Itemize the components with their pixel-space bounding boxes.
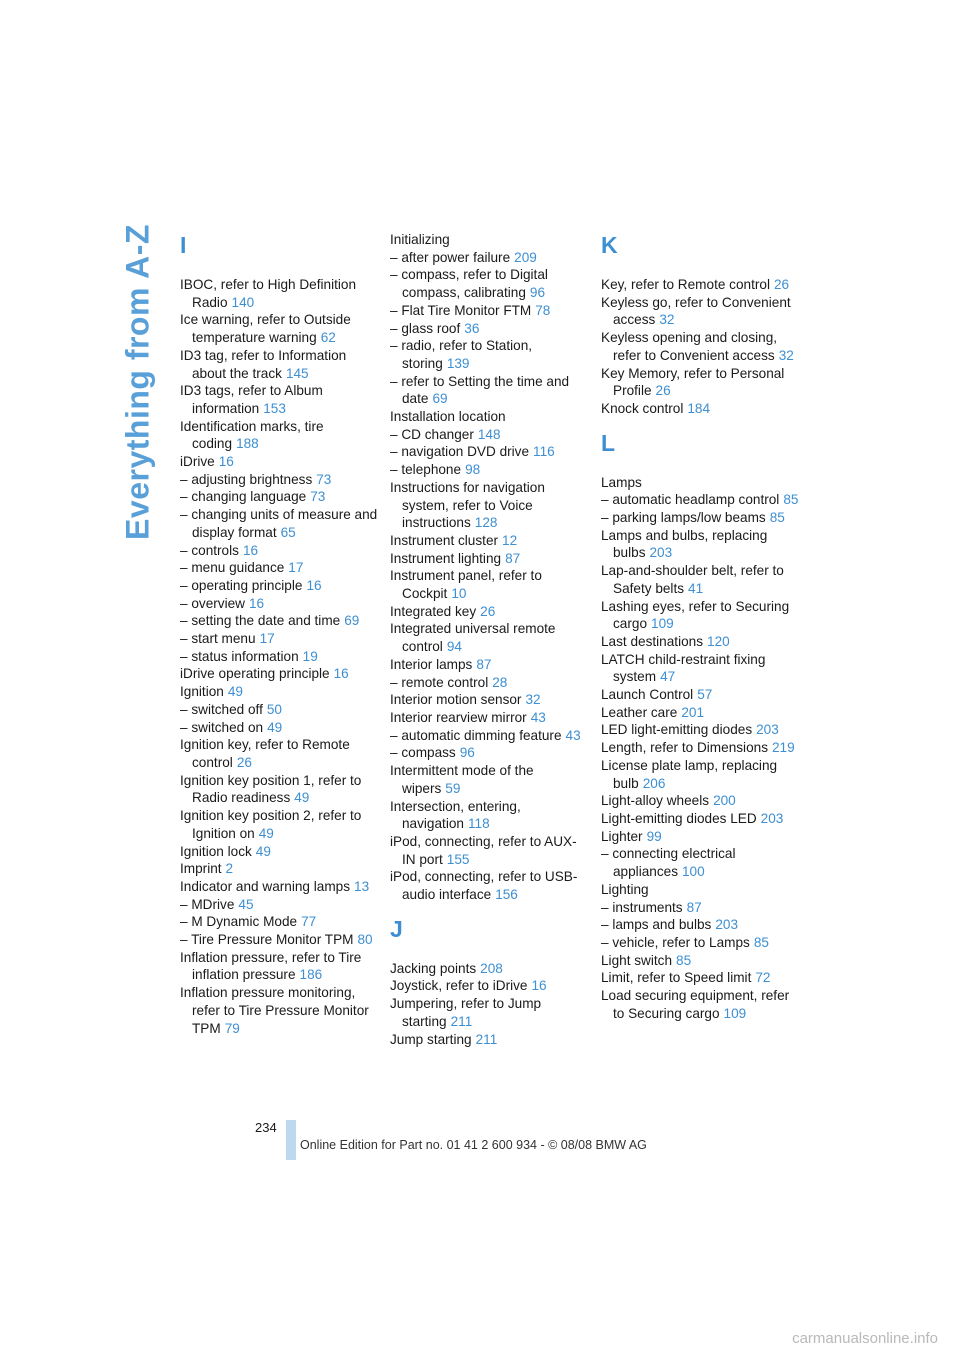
index-entry — [601, 845, 801, 880]
index-entry-text: – MDrive — [180, 896, 235, 912]
index-page-link[interactable]: 139 — [446, 355, 470, 371]
index-entry-text: iDrive operating principle — [180, 666, 330, 682]
index-entry-text: Joystick, refer to iDrive — [390, 978, 528, 994]
index-entry — [390, 977, 590, 995]
index-page-link[interactable]: 203 — [715, 917, 739, 933]
index-page-link[interactable]: 13 — [354, 878, 370, 894]
section-side-title — [117, 224, 159, 540]
index-entry-text: – after power failure — [390, 249, 511, 265]
index-entry — [180, 453, 380, 471]
index-entry — [180, 719, 380, 737]
index-page-link[interactable]: 49 — [294, 790, 310, 806]
index-page-link[interactable]: 153 — [263, 400, 286, 416]
index-entry — [601, 294, 801, 329]
index-page-link[interactable]: 26 — [774, 277, 790, 292]
index-entry-text: – switched off — [180, 701, 263, 717]
index-entry — [390, 744, 590, 762]
index-entry — [390, 373, 590, 408]
index-entry — [390, 656, 590, 674]
index-entry-text: – overview — [180, 595, 245, 611]
index-page-link[interactable]: 85 — [753, 934, 769, 950]
index-page-link[interactable]: 12 — [502, 532, 518, 548]
index-page-link[interactable]: 206 — [642, 775, 666, 791]
index-entry — [601, 509, 801, 527]
index-entry — [180, 488, 380, 506]
index-entry — [180, 276, 380, 311]
index-entry — [180, 860, 380, 878]
index-page-link[interactable]: 156 — [495, 887, 518, 903]
index-entry-text: Ignition key position 1, refer to Radio readiness — [180, 772, 362, 806]
index-entry — [390, 302, 590, 320]
index-entry — [390, 479, 590, 532]
index-page-link[interactable]: 85 — [676, 952, 692, 968]
index-entry — [601, 934, 801, 952]
index-entry — [601, 276, 801, 294]
index-entry-text: – Tire Pressure Monitor TPM — [180, 932, 354, 948]
index-entry-text: Lamps — [601, 474, 642, 490]
index-entry-text: Instrument panel, refer to Cockpit — [390, 568, 542, 602]
index-entry — [180, 542, 380, 560]
index-page-link[interactable]: 145 — [285, 365, 309, 381]
index-entry — [180, 506, 380, 541]
index-entry — [390, 443, 590, 461]
index-entry-text: – M Dynamic Mode — [180, 914, 298, 930]
index-page-link[interactable]: 47 — [660, 669, 676, 685]
index-entry-text: – automatic dimming feature — [390, 727, 562, 743]
index-page-link[interactable]: 16 — [333, 666, 349, 682]
index-entry — [601, 491, 801, 509]
index-entry — [180, 418, 380, 453]
index-page-link[interactable]: 85 — [783, 492, 799, 508]
index-page-link[interactable]: 26 — [480, 603, 496, 619]
index-entry — [601, 686, 801, 704]
index-page-link[interactable]: 201 — [681, 704, 705, 720]
index-entry-text: Key Memory, refer to Personal Profile — [601, 365, 785, 399]
index-entry-text: Length, refer to Dimensions — [601, 740, 768, 756]
index-entry-text: IBOC, refer to High Definition Radio — [180, 277, 357, 310]
index-page-link[interactable]: 43 — [530, 709, 546, 725]
index-entry — [390, 567, 590, 602]
index-page-link[interactable]: 120 — [707, 633, 730, 649]
index-page-link[interactable]: 100 — [682, 864, 705, 880]
index-entry — [601, 329, 801, 364]
index-page-link[interactable]: 98 — [465, 462, 481, 478]
watermark: carmanualsonline.info — [792, 1330, 938, 1347]
index-page-link[interactable]: 219 — [772, 740, 795, 756]
index-page-link[interactable]: 73 — [310, 489, 326, 505]
index-page-link[interactable]: 109 — [723, 1005, 747, 1021]
index-entry — [601, 969, 801, 987]
index-entry — [601, 916, 801, 934]
index-entry-text: Instrument cluster — [390, 532, 499, 548]
index-entry-text: – changing language — [180, 489, 307, 505]
index-page-link[interactable]: 211 — [450, 1013, 473, 1029]
index-entry-text: Integrated universal remote control — [390, 621, 556, 655]
index-entry-text: iPod, connecting, refer to AUX-IN port — [390, 833, 577, 867]
index-page-link[interactable]: 50 — [266, 701, 282, 717]
index-entry-text: LED light-emitting diodes — [601, 722, 753, 738]
index-entry-text: iDrive — [180, 454, 215, 470]
index-entry-text: Keyless go, refer to Convenient access — [601, 294, 791, 328]
index-entry — [601, 704, 801, 722]
index-entry-text: Jacking points — [390, 960, 477, 976]
index-entry-text: Lashing eyes, refer to Securing cargo — [601, 598, 790, 632]
index-entry-text: – automatic headlamp control — [601, 492, 780, 508]
footer-accent-bar — [286, 1120, 296, 1160]
index-entry — [601, 721, 801, 739]
index-page-link[interactable]: 26 — [236, 754, 252, 770]
index-entry-text: Keyless opening and closing, refer to Convenient access — [601, 330, 778, 363]
index-entry-text: – vehicle, refer to Lamps — [601, 934, 750, 950]
index-entry-text: Identification marks, tire coding — [180, 418, 324, 452]
index-page-link[interactable]: 65 — [280, 524, 296, 540]
index-entry — [601, 562, 801, 597]
index-entry — [390, 620, 590, 655]
index-entry — [601, 792, 801, 810]
index-page-link[interactable]: 32 — [778, 347, 794, 363]
index-entry — [180, 612, 380, 630]
index-entry-text: Leather care — [601, 704, 678, 720]
index-page-link[interactable]: 186 — [299, 967, 323, 983]
index-entry — [180, 683, 380, 701]
index-entry — [390, 461, 590, 479]
index-entry-text: – navigation DVD drive — [390, 444, 530, 460]
index-page-link[interactable]: 62 — [320, 330, 336, 346]
index-page-link[interactable]: 200 — [713, 793, 736, 809]
index-page-link[interactable]: 155 — [446, 851, 470, 867]
index-entry — [390, 868, 590, 903]
index-entry-text: Light switch — [601, 952, 673, 968]
index-page-link[interactable]: 73 — [316, 471, 332, 487]
index-entry — [601, 400, 801, 418]
index-letter-heading: I — [180, 232, 187, 258]
index-entry-text: License plate lamp, replacing bulb — [601, 757, 778, 791]
index-page-link[interactable]: 148 — [477, 426, 501, 442]
index-page-link[interactable]: 87 — [686, 899, 702, 915]
page-number: 234 — [255, 1120, 277, 1135]
index-entry-text: Lamps and bulbs, replacing bulbs — [601, 527, 768, 561]
index-entry-text: – controls — [180, 542, 239, 558]
index-page-link[interactable]: 96 — [459, 745, 475, 761]
index-entry-text: Ignition lock — [180, 843, 252, 859]
index-page-link[interactable]: 16 — [248, 595, 265, 611]
index-entry — [180, 949, 380, 984]
index-entry — [601, 527, 801, 562]
index-page-link[interactable]: 49 — [227, 684, 243, 700]
index-entry — [390, 408, 590, 426]
index-entry-text: – start menu — [180, 631, 256, 647]
index-entry-text: – operating principle — [180, 577, 303, 593]
index-entry-text: Limit, refer to Speed limit — [601, 970, 752, 986]
index-page-link[interactable]: 203 — [756, 722, 779, 738]
index-entry-text: – telephone — [390, 462, 462, 478]
index-entry-text: iPod, connecting, refer to USB-audio interface — [390, 869, 578, 903]
index-entry — [180, 665, 380, 683]
index-entry — [390, 426, 590, 444]
index-page-link[interactable]: 16 — [218, 454, 234, 470]
index-page-link[interactable]: 80 — [357, 932, 373, 948]
index-page-link[interactable]: 28 — [492, 674, 508, 690]
index-page-link[interactable]: 203 — [649, 545, 673, 561]
index-page-link[interactable]: 188 — [236, 436, 259, 452]
index-page-link[interactable]: 118 — [467, 816, 490, 832]
index-entry-text: – changing units of measure and display format — [180, 507, 378, 540]
index-entry — [390, 266, 590, 301]
index-entry-text: ID3 tags, refer to Album information — [180, 383, 323, 416]
index-entry — [390, 1031, 590, 1049]
index-entry-text: – remote control — [390, 674, 489, 690]
index-entry-text: Last destinations — [601, 633, 704, 649]
index-entry-text: Intersection, entering, navigation — [390, 798, 521, 832]
index-entry-text: – switched on — [180, 719, 264, 735]
index-entry-text: – setting the date and time — [180, 613, 341, 629]
index-entry — [390, 995, 590, 1030]
index-page-link[interactable]: 36 — [464, 320, 480, 336]
index-page-link[interactable]: 209 — [514, 249, 537, 265]
index-entry — [180, 843, 380, 861]
index-entry-text: – radio, refer to Station, storing — [390, 338, 533, 371]
index-page-link[interactable]: 57 — [697, 687, 713, 703]
index-entry — [180, 878, 380, 896]
section-title-text: Everything from A-Z — [119, 224, 156, 540]
index-entry — [180, 913, 380, 931]
index-entry — [180, 311, 380, 346]
index-entry-text: Intermittent mode of the wipers — [390, 763, 534, 796]
index-entry-text: – connecting electrical appliances — [601, 846, 736, 880]
index-entry — [601, 474, 801, 492]
index-entry — [390, 550, 590, 568]
index-letter-heading: L — [601, 429, 616, 456]
index-entry — [180, 577, 380, 595]
index-entry — [180, 559, 380, 577]
index-page-link[interactable]: 49 — [267, 719, 283, 735]
index-page-link[interactable]: 49 — [258, 825, 274, 841]
index-entry-text: – adjusting brightness — [180, 471, 313, 487]
index-entry-text: – lamps and bulbs — [601, 917, 712, 933]
index-page-link[interactable]: 16 — [306, 577, 322, 593]
index-page-link[interactable]: 116 — [533, 444, 555, 460]
index-entry — [601, 633, 801, 651]
index-entry-text: Integrated key — [390, 603, 477, 619]
index-page-link[interactable]: 72 — [755, 970, 771, 986]
index-entry-text: – status information — [180, 648, 299, 664]
index-page-link[interactable]: 43 — [565, 727, 581, 743]
index-entry-text: Lighter — [601, 828, 643, 844]
index-entry — [601, 881, 801, 899]
index-entry-text: Ice warning, refer to Outside temperature warning — [180, 312, 351, 346]
index-entry — [601, 952, 801, 970]
index-entry — [390, 231, 590, 249]
index-page-link[interactable]: 41 — [688, 580, 704, 596]
index-page-link[interactable]: 69 — [344, 613, 360, 629]
index-entry-text: Light-alloy wheels — [601, 793, 710, 809]
index-entry-text: – refer to Setting the time and date — [390, 373, 570, 407]
index-entry — [180, 382, 380, 417]
index-page-link[interactable]: 49 — [255, 843, 271, 859]
index-entry-text: Imprint — [180, 861, 222, 877]
index-entry — [390, 532, 590, 550]
index-entry-text: – glass roof — [390, 320, 461, 336]
index-entry — [390, 727, 590, 745]
index-entry-text: Light-emitting diodes LED — [601, 810, 757, 826]
index-page-link[interactable]: 45 — [238, 896, 254, 912]
index-entry — [601, 739, 801, 757]
index-entry — [390, 691, 590, 709]
index-page-link[interactable]: 78 — [535, 302, 551, 318]
index-entry — [390, 320, 590, 338]
index-entry-text: – Flat Tire Monitor FTM — [390, 302, 532, 318]
index-page-link[interactable]: 109 — [651, 616, 674, 632]
index-entry — [180, 630, 380, 648]
index-entry-text: – parking lamps/low beams — [601, 510, 766, 526]
index-entry-text: LATCH child-restraint fixing system — [601, 651, 766, 685]
index-page-link[interactable]: 17 — [288, 560, 304, 576]
index-entry — [180, 595, 380, 613]
index-entry-text: Key, refer to Remote control — [601, 277, 770, 292]
index-page-link[interactable]: 79 — [224, 1020, 240, 1036]
index-entry — [180, 648, 380, 666]
index-entry-text: Indicator and warning lamps — [180, 878, 351, 894]
index-page-link[interactable]: 99 — [646, 828, 662, 844]
index-page-link[interactable]: 184 — [687, 400, 711, 416]
index-page-link[interactable]: 26 — [655, 383, 671, 399]
index-entry-text: Ignition — [180, 684, 224, 700]
index-entry — [601, 598, 801, 633]
index-page-link[interactable]: 16 — [242, 542, 259, 558]
index-entry — [601, 987, 801, 1022]
index-entry-text: – menu guidance — [180, 560, 285, 576]
index-entry-text: Interior motion sensor — [390, 692, 522, 708]
index-page-link[interactable]: 59 — [445, 780, 461, 796]
index-entry-text: Installation location — [390, 409, 506, 425]
index-entry — [390, 249, 590, 267]
index-entry — [390, 833, 590, 868]
index-entry — [390, 603, 590, 621]
index-entry-text: Lighting — [601, 881, 649, 897]
index-entry — [601, 899, 801, 917]
index-entry-text: Instrument lighting — [390, 550, 502, 566]
index-entry — [180, 931, 380, 949]
footer-edition-text: Online Edition for Part no. 01 41 2 600 934 - © 08/08 BMW AG — [300, 1138, 647, 1152]
index-entry-text: Knock control — [601, 400, 684, 416]
index-entry — [601, 757, 801, 792]
index-entry-text: Load securing equipment, refer to Securing cargo — [601, 988, 790, 1021]
index-entry — [390, 798, 590, 833]
index-page-link[interactable]: 77 — [301, 914, 317, 930]
index-entry-text: – CD changer — [390, 426, 474, 442]
index-entry — [601, 365, 801, 400]
index-entry-text: – instruments — [601, 899, 683, 915]
index-entry-text: Jumpering, refer to Jump starting — [390, 996, 542, 1029]
index-entry-text: Interior lamps — [390, 656, 473, 672]
index-entry — [390, 960, 590, 978]
index-page-link[interactable]: 140 — [231, 294, 255, 310]
index-page-link[interactable]: 69 — [432, 391, 448, 407]
index-entry-text: Jump starting — [390, 1031, 472, 1047]
index-page-link[interactable]: 32 — [525, 692, 541, 708]
index-entry — [180, 896, 380, 914]
index-column-2 — [390, 231, 590, 1048]
index-page-link[interactable]: 94 — [446, 639, 462, 655]
index-entry-text: Instructions for navigation system, refer to Voice instructions — [390, 479, 545, 531]
index-entry-text: Initializing — [390, 232, 450, 247]
index-entry-text: ID3 tag, refer to Information about the track — [180, 347, 347, 381]
index-entry-text: Interior rearview mirror — [390, 709, 527, 725]
index-entry — [180, 347, 380, 382]
index-entry-text: – compass, refer to Digital compass, calibrating — [390, 267, 548, 301]
index-entry-text: Ignition key position 2, refer to Ignition on — [180, 808, 362, 841]
index-entry — [180, 736, 380, 771]
index-page-link[interactable]: 32 — [659, 312, 675, 328]
index-page-link[interactable]: 87 — [476, 656, 492, 672]
index-page-link[interactable]: 128 — [474, 515, 498, 531]
index-entry — [180, 772, 380, 807]
index-column-3 — [601, 231, 801, 1022]
index-page-link[interactable]: 211 — [475, 1031, 498, 1047]
index-page-link[interactable]: 203 — [760, 810, 784, 826]
index-entry — [180, 701, 380, 719]
index-entry-text: Inflation pressure monitoring, refer to Tire Pressure Monitor TPM — [180, 985, 369, 1036]
index-page-link[interactable]: 17 — [259, 631, 275, 647]
index-entry-text: Ignition key, refer to Remote control — [180, 737, 350, 770]
index-entry — [601, 828, 801, 846]
index-entry — [390, 337, 590, 372]
index-entry — [390, 674, 590, 692]
index-entry-text: Inflation pressure, refer to Tire inflation pressure — [180, 949, 362, 983]
index-entry — [180, 471, 380, 489]
index-entry-text: – compass — [390, 745, 456, 761]
index-column-1 — [180, 231, 380, 1037]
index-page-link[interactable]: 85 — [769, 510, 785, 526]
index-entry — [601, 651, 801, 686]
index-entry-text: Lap-and-shoulder belt, refer to Safety belts — [601, 563, 784, 596]
index-entry — [180, 807, 380, 842]
index-entry — [390, 709, 590, 727]
index-page-link[interactable]: 208 — [480, 960, 503, 976]
index-page-link[interactable]: 96 — [529, 285, 546, 301]
index-entry — [390, 762, 590, 797]
index-page-link[interactable]: 16 — [531, 978, 547, 994]
index-entry — [180, 984, 380, 1037]
index-letter-heading: K — [601, 232, 618, 258]
index-entry — [601, 810, 801, 828]
index-page-link[interactable]: 10 — [451, 586, 467, 602]
index-letter-heading: J — [390, 915, 403, 942]
index-page-link[interactable]: 87 — [505, 550, 521, 566]
index-page-link[interactable]: 19 — [302, 648, 318, 664]
index-entry-text: Launch Control — [601, 687, 694, 703]
index-page-link[interactable]: 2 — [225, 861, 234, 877]
